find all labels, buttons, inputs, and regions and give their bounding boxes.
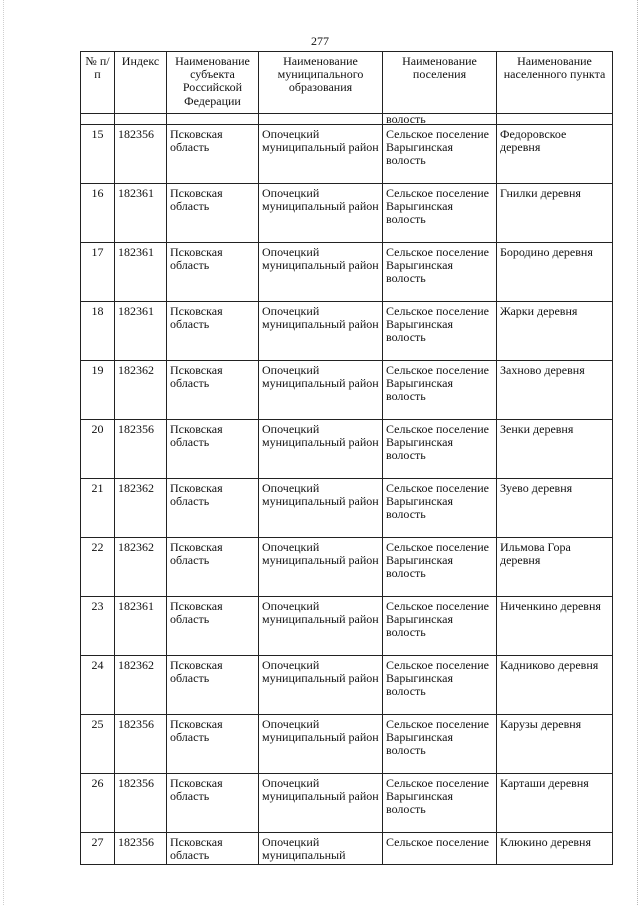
cell-subject: Псковская область <box>167 774 259 833</box>
cell-settlement: Сельское поселение Варыгинская волость <box>383 597 497 656</box>
table-row <box>81 361 613 420</box>
scan-edge-right <box>636 0 638 905</box>
cell-index: 182356 <box>115 774 167 833</box>
cell-subject: Псковская область <box>167 833 259 865</box>
cell-subject: Псковская область <box>167 597 259 656</box>
cell-locality: Карташи деревня <box>497 774 613 833</box>
cell-num: 16 <box>81 184 115 243</box>
cell-locality: Зенки деревня <box>497 420 613 479</box>
cell-num: 25 <box>81 715 115 774</box>
cell-index: 182362 <box>115 656 167 715</box>
cell-subject: Псковская область <box>167 125 259 184</box>
cell-num: 21 <box>81 479 115 538</box>
locality-register-table <box>80 51 613 865</box>
header-index: Индекс <box>115 52 167 114</box>
cell-locality: Кадниково деревня <box>497 656 613 715</box>
cell-locality: Карузы деревня <box>497 715 613 774</box>
continuation-settlement: волость <box>383 114 497 125</box>
cell-subject: Псковская область <box>167 479 259 538</box>
cell-num: 18 <box>81 302 115 361</box>
cell-index: 182361 <box>115 597 167 656</box>
cell-num: 22 <box>81 538 115 597</box>
cell-subject: Псковская область <box>167 243 259 302</box>
page-number: 277 <box>311 34 329 48</box>
cell-municipality: Опочецкий муниципальный район <box>259 538 383 597</box>
cell-locality: Бородино деревня <box>497 243 613 302</box>
table-row <box>81 774 613 833</box>
cell-municipality: Опочецкий муниципальный район <box>259 184 383 243</box>
header-settlement: Наименование поселения <box>383 52 497 114</box>
cell-settlement: Сельское поселение Варыгинская волость <box>383 479 497 538</box>
cell-locality: Захново деревня <box>497 361 613 420</box>
cell-index: 182356 <box>115 125 167 184</box>
header-subject: Наименование субъекта Российской Федерации <box>167 52 259 114</box>
cell-municipality: Опочецкий муниципальный район <box>259 420 383 479</box>
cell-num: 19 <box>81 361 115 420</box>
cell-locality: Жарки деревня <box>497 302 613 361</box>
cell-num: 23 <box>81 597 115 656</box>
cell-settlement: Сельское поселение Варыгинская волость <box>383 774 497 833</box>
table-row <box>81 184 613 243</box>
cell-municipality: Опочецкий муниципальный <box>259 833 383 865</box>
cell-settlement: Сельское поселение Варыгинская волость <box>383 302 497 361</box>
scan-edge-left <box>3 0 5 905</box>
cell-municipality: Опочецкий муниципальный район <box>259 479 383 538</box>
cell-index: 182361 <box>115 302 167 361</box>
cell-locality: Зуево деревня <box>497 479 613 538</box>
cell-index: 182361 <box>115 243 167 302</box>
cell-locality: Клюкино деревня <box>497 833 613 865</box>
cell-num: 24 <box>81 656 115 715</box>
cell-municipality: Опочецкий муниципальный район <box>259 243 383 302</box>
cell-municipality: Опочецкий муниципальный район <box>259 597 383 656</box>
table-row <box>81 715 613 774</box>
cell-municipality: Опочецкий муниципальный район <box>259 361 383 420</box>
cell-settlement: Сельское поселение <box>383 833 497 865</box>
table-row <box>81 538 613 597</box>
table-row <box>81 302 613 361</box>
cell-num: 26 <box>81 774 115 833</box>
header-municipality: Наименование муниципального образования <box>259 52 383 114</box>
continuation-cell <box>259 114 383 125</box>
cell-municipality: Опочецкий муниципальный район <box>259 656 383 715</box>
cell-index: 182362 <box>115 479 167 538</box>
cell-settlement: Сельское поселение Варыгинская волость <box>383 361 497 420</box>
continuation-cell <box>115 114 167 125</box>
continuation-row <box>81 114 613 125</box>
table-row <box>81 243 613 302</box>
table-row <box>81 420 613 479</box>
table-header <box>81 52 613 114</box>
cell-municipality: Опочецкий муниципальный район <box>259 774 383 833</box>
table-row <box>81 479 613 538</box>
cell-num: 20 <box>81 420 115 479</box>
cell-num: 15 <box>81 125 115 184</box>
cell-locality: Ильмова Гора деревня <box>497 538 613 597</box>
cell-settlement: Сельское поселение Варыгинская волость <box>383 243 497 302</box>
cell-index: 182362 <box>115 361 167 420</box>
cell-settlement: Сельское поселение Варыгинская волость <box>383 538 497 597</box>
cell-subject: Псковская область <box>167 656 259 715</box>
continuation-cell <box>497 114 613 125</box>
cell-settlement: Сельское поселение Варыгинская волость <box>383 715 497 774</box>
cell-index: 182356 <box>115 420 167 479</box>
header-locality: Наименование населенного пункта <box>497 52 613 114</box>
cell-municipality: Опочецкий муниципальный район <box>259 715 383 774</box>
cell-num: 17 <box>81 243 115 302</box>
cell-subject: Псковская область <box>167 538 259 597</box>
cell-settlement: Сельское поселение Варыгинская волость <box>383 656 497 715</box>
cell-locality: Ниченкино деревня <box>497 597 613 656</box>
cell-subject: Псковская область <box>167 302 259 361</box>
cell-municipality: Опочецкий муниципальный район <box>259 302 383 361</box>
cell-locality: Гнилки деревня <box>497 184 613 243</box>
cell-settlement: Сельское поселение Варыгинская волость <box>383 420 497 479</box>
table-row <box>81 597 613 656</box>
cell-subject: Псковская область <box>167 361 259 420</box>
table-row <box>81 656 613 715</box>
cell-subject: Псковская область <box>167 715 259 774</box>
continuation-cell <box>81 114 115 125</box>
header-num: № п/п <box>81 52 115 114</box>
table-row <box>81 833 613 865</box>
cell-index: 182356 <box>115 715 167 774</box>
table-body <box>81 114 613 865</box>
continuation-cell <box>167 114 259 125</box>
cell-index: 182361 <box>115 184 167 243</box>
cell-index: 182362 <box>115 538 167 597</box>
table-row <box>81 125 613 184</box>
cell-municipality: Опочецкий муниципальный район <box>259 125 383 184</box>
cell-settlement: Сельское поселение Варыгинская волость <box>383 184 497 243</box>
cell-num: 27 <box>81 833 115 865</box>
cell-subject: Псковская область <box>167 184 259 243</box>
cell-locality: Федоровское деревня <box>497 125 613 184</box>
cell-subject: Псковская область <box>167 420 259 479</box>
cell-index: 182356 <box>115 833 167 865</box>
cell-settlement: Сельское поселение Варыгинская волость <box>383 125 497 184</box>
